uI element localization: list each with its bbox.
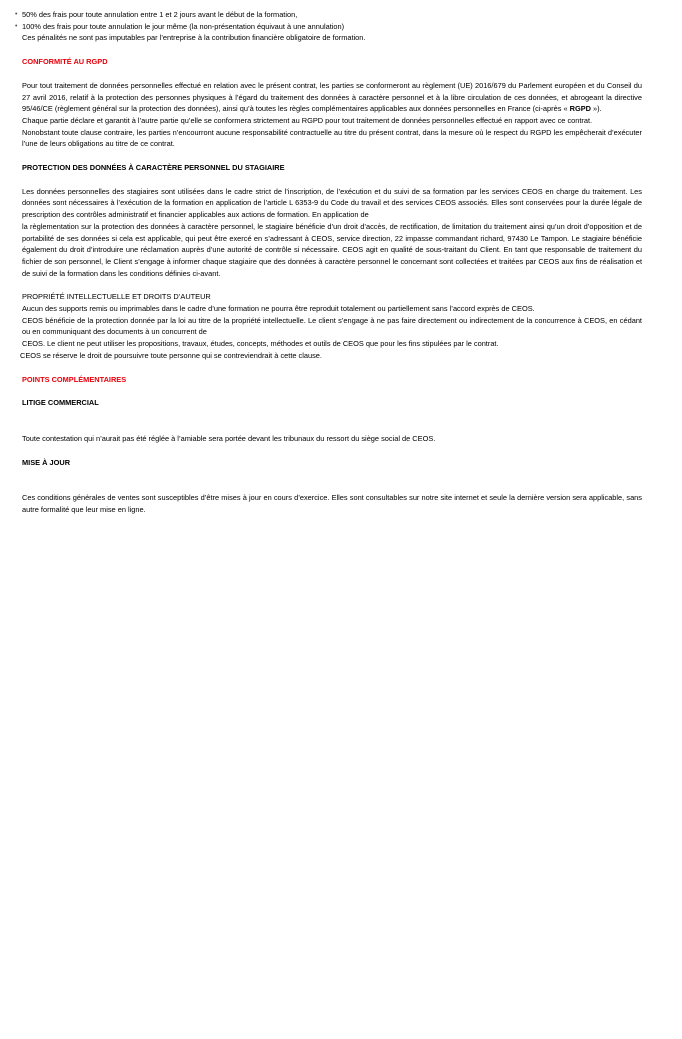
ip-title: PROPRIÉTÉ INTELLECTUELLE ET DROITS D’AUTEUR	[22, 292, 211, 302]
protection-paragraph-2: la règlementation sur la protection des données à caractère personnel, le stagiaire bénéficie d’un droit d’accès, de rectification, de limitation du traitement ainsi qu’un droit d’opposition et de portabilité de ses données si cela est applicable, qui peut être exercé en s’adressant à CEOS, service direction, 22 impasse commandant richard, 97430 Le Tampon. Le stagiaire bénéficie également du droit d’introduire une réclamation auprès d’une autorité de contrôle si nécessaire. CEOS agit en qualité de sous-traitant du Client. En tant que responsable de traitement du fichier de son personnel, le Client s’engage à informer chaque stagiaire que des données à caractère personnel le concernant sont collectées et traitées par CEOS aux fins de réalisation et de suivi de la formation dans les conditions définies ci-avant.	[22, 221, 642, 278]
penalty-bullet-1	[15, 9, 642, 21]
litige-text: Toute contestation qui n’aurait pas été réglée à l’amiable sera portée devant les tribunaux du ressort du siège social de CEOS.	[22, 433, 436, 443]
ip-paragraph-3: CEOS. Le client ne peut utiliser les propositions, travaux, études, concepts, méthodes et outils de CEOS que pour les fins stipulées par le contrat.	[22, 339, 499, 349]
rgpd-title: CONFORMITÉ AU RGPD	[22, 57, 108, 67]
litige-title: LITIGE COMMERCIAL	[22, 398, 99, 408]
penalty-bullet-2	[15, 21, 642, 33]
ip-paragraph-2: CEOS bénéficie de la protection donnée par la loi au titre de la propriété intellectuelle. Le client s’engage à ne pas faire directement ou indirectement de la concurrence à CEOS, en cédant ou en communiquant des documents à un concurrent de	[22, 315, 642, 337]
update-text: Ces conditions générales de ventes sont susceptibles d’être mises à jour en cours d’exercice. Elles sont consultables sur notre site internet et seule la dernière version sera applicable, sans autre formalité que leur mise en ligne.	[22, 493, 642, 515]
update-title: MISE À JOUR	[22, 457, 71, 467]
protection-paragraph-1: Les données personnelles des stagiaires sont utilisées dans le cadre strict de l’inscription, de l’exécution et du suivi de sa formation par les services CEOS en charge du traitement. Les données sont nécessaires à l’exécution de la formation en application de l’article L 6353-9 du Code du travail et des services CEOS associés. Elles sont conservées pour la durée légale de prescription des contrôles administratif et financier applicables aux actions de formation. En application de	[22, 186, 642, 220]
penalty-text-1: 50% des frais pour toute annulation entre 1 et 2 jours avant le début de la formation,	[22, 10, 298, 19]
complementary-title: POINTS COMPLÉMENTAIRES	[22, 374, 127, 384]
rgpd-paragraph-3: Nonobstant toute clause contraire, les parties n’encourront aucune responsabilité contractuelle au titre du présent contrat, dans la mesure où le respect du RGPD les empêcherait d’exécuter l’une de leurs obligations au titre de ce contrat.	[22, 127, 642, 149]
rgpd-paragraph-1	[22, 80, 642, 115]
protection-title: PROTECTION DES DONNÉES À CARACTÈRE PERSONNEL DU STAGIAIRE	[22, 163, 285, 173]
ip-paragraph-4: CEOS se réserve le droit de poursuivre toute personne qui se contreviendrait à cette clause.	[20, 350, 322, 360]
rgpd-p1-bold: RGPD	[567, 104, 594, 114]
document-page	[15, 9, 642, 516]
bullet-icon: •	[15, 11, 18, 18]
bullet-icon: •	[15, 22, 18, 30]
penalty-note: Ces pénalités ne sont pas imputables par l’entreprise à la contribution financière obligatoire de formation.	[22, 33, 366, 43]
penalty-text-2: 100% des frais pour toute annulation le jour même (la non-présentation équivaut à une annulation)	[22, 21, 345, 31]
rgpd-p1-start: Pour tout traitement de données personnelles effectué en relation avec le présent contrat, les parties se conformeront au règlement (UE) 2016/679 du Parlement européen et du Conseil du 27 avril 2016, relatif à la protection des personnes physiques à l’égard du traitement des données à caractère personnel et à la libre circulation de ces données, et abrogeant la directive 95/46/CE (règlement général sur la protection des données), ainsi qu’à toutes les règles complémentaires applicables aux données personnelles en France (ci-après «	[22, 80, 642, 114]
rgpd-p1-end: »).	[593, 104, 602, 114]
rgpd-paragraph-2: Chaque partie déclare et garantit à l’autre partie qu’elle se conformera strictement au RGPD pour tout traitement de données personnelles effectué en rapport avec ce contrat.	[22, 115, 593, 125]
ip-paragraph-1: Aucun des supports remis ou imprimables dans le cadre d’une formation ne pourra être reproduit totalement ou partiellement sans l’accord exprès de CEOS.	[22, 304, 535, 314]
